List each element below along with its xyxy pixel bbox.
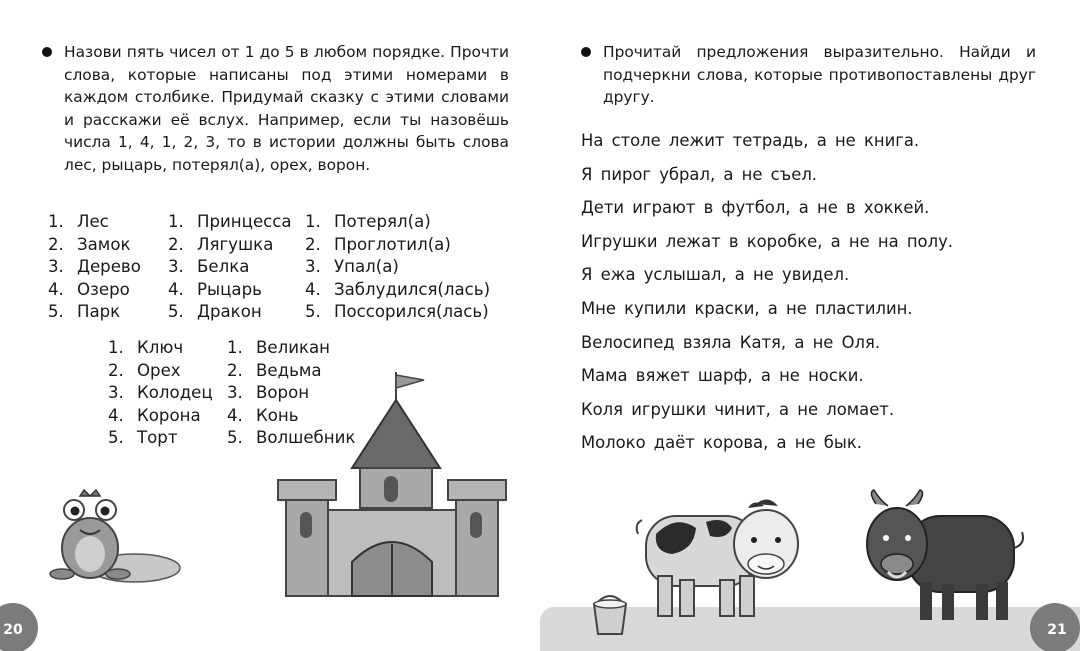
list-item: 3. Упал(а) bbox=[305, 257, 399, 277]
list-item: 4. Заблудился(лась) bbox=[305, 279, 491, 299]
list-item: 3. Ворон bbox=[227, 383, 310, 403]
sentence-list bbox=[581, 128, 1021, 464]
list-item: 1. Ключ bbox=[108, 338, 184, 357]
list-item: 4. Конь bbox=[227, 405, 299, 425]
right-task-text: Прочитай предложения выразительно. Найди и подчеркни слова, которые противопоставлены друг другу. bbox=[603, 43, 1036, 107]
word-column-places bbox=[48, 211, 141, 324]
sentence: На столе лежит тетрадь, а не книга. bbox=[581, 131, 920, 150]
left-task bbox=[64, 41, 509, 177]
list-item: 5. Волшебник bbox=[227, 428, 356, 448]
sentence: Коля игрушки чинит, а не ломает. bbox=[581, 399, 895, 419]
sentence: Молоко даёт корова, а не бык. bbox=[581, 433, 862, 453]
list-item: 2. Ведьма bbox=[227, 360, 322, 380]
list-item: 4. Рыцарь bbox=[168, 279, 262, 299]
left-task-text: Назови пять чисел от 1 до 5 в любом порядке. Прочти слова, которые написаны под этими номерами в каждом столбике. Придумай сказку с этими словами и расскажи её вслух. Например, если ты назовёшь числа 1, 4, 1, 2, 3, то в истории должны быть слова лес, рыцарь, потерял(а), орех, ворон. bbox=[64, 43, 509, 174]
list-item: 4. Озеро bbox=[48, 279, 130, 299]
list-item: 3. Колодец bbox=[108, 383, 213, 403]
list-item: 2. Лягушка bbox=[168, 234, 274, 254]
bull-icon bbox=[858, 488, 1030, 624]
list-item: 2. Замок bbox=[48, 234, 131, 254]
sentence: Игрушки лежат в коробке, а не на полу. bbox=[581, 231, 953, 251]
sentence: Я ежа услышал, а не увидел. bbox=[581, 265, 850, 285]
right-task bbox=[603, 41, 1036, 109]
sentence: Я пирог убрал, а не съел. bbox=[581, 164, 818, 184]
list-item: 1. Лес bbox=[48, 212, 109, 231]
list-item: 1. Потерял(а) bbox=[305, 212, 431, 231]
list-item: 1. Принцесса bbox=[168, 212, 292, 231]
list-item: 5. Дракон bbox=[168, 302, 262, 322]
page-number-right: 21 bbox=[1030, 603, 1080, 651]
list-item: 2. Проглотил(а) bbox=[305, 234, 451, 254]
sentence: Дети играют в футбол, а не в хоккей. bbox=[581, 198, 930, 218]
word-column-characters bbox=[168, 211, 292, 324]
sentence: Мама вяжет шарф, а не носки. bbox=[581, 366, 864, 386]
bullet-icon bbox=[42, 47, 52, 57]
list-item: 4. Корона bbox=[108, 405, 201, 425]
milk-bucket-icon bbox=[590, 590, 630, 636]
list-item: 3. Белка bbox=[168, 257, 250, 277]
list-item: 5. Торт bbox=[108, 428, 178, 448]
list-item: 3. Дерево bbox=[48, 257, 141, 277]
castle-icon bbox=[272, 372, 512, 598]
word-column-actions bbox=[305, 211, 490, 324]
list-item: 1. Великан bbox=[227, 338, 331, 357]
bullet-icon bbox=[581, 47, 591, 57]
list-item: 2. Орех bbox=[108, 360, 181, 380]
word-column-objects bbox=[108, 337, 213, 450]
sentence: Мне купили краски, а не пластилин. bbox=[581, 298, 913, 318]
frog-with-crown-icon bbox=[40, 488, 180, 588]
cow-icon bbox=[636, 494, 806, 624]
list-item: 5. Парк bbox=[48, 302, 121, 322]
list-item: 5. Поссорился(лась) bbox=[305, 302, 489, 322]
sentence: Велосипед взяла Катя, а не Оля. bbox=[581, 332, 881, 352]
page-number-left: 20 bbox=[0, 603, 38, 651]
